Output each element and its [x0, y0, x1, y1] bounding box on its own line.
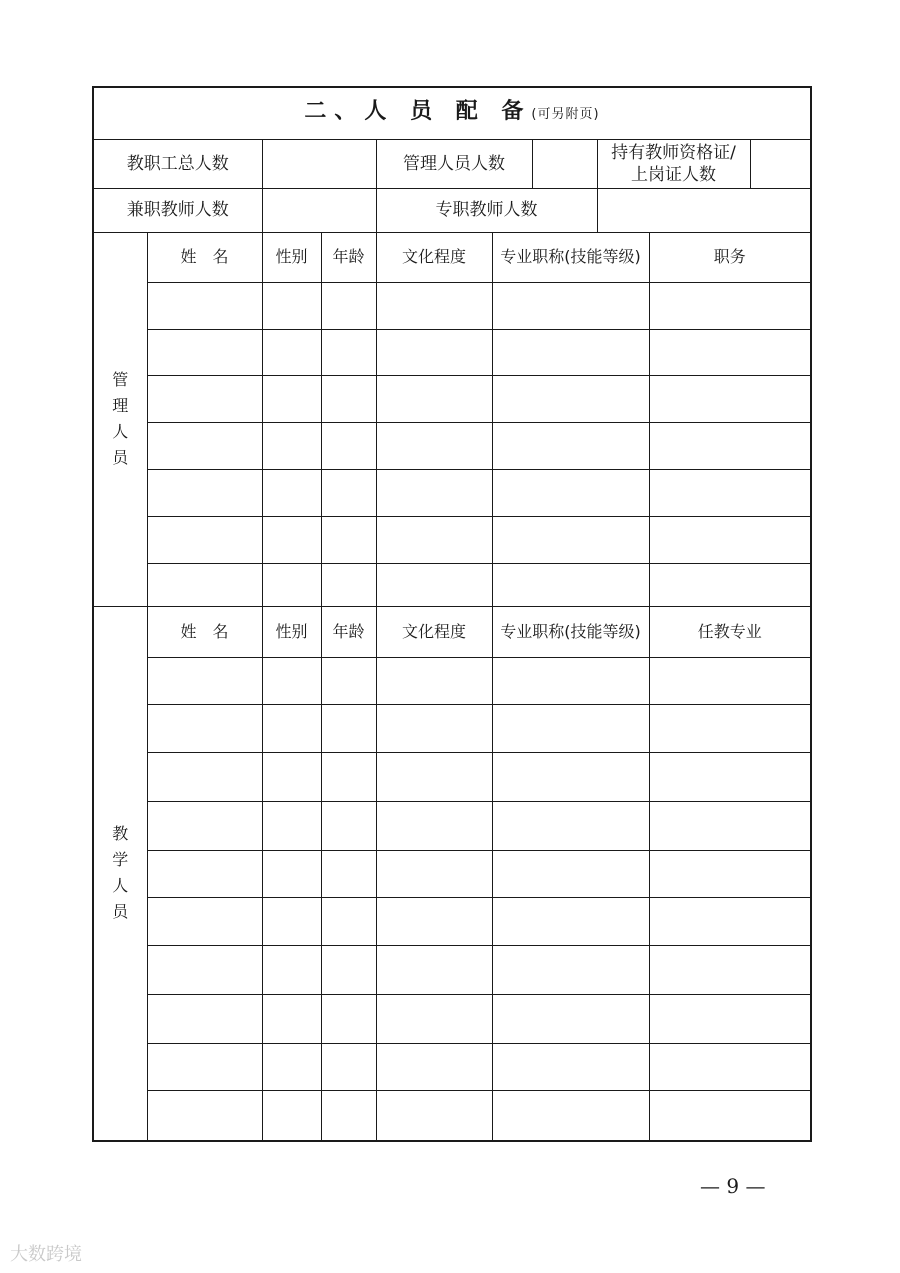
- teaching-cell-title[interactable]: [492, 994, 649, 1043]
- management-cell-title[interactable]: [492, 375, 649, 422]
- teaching-cell-gender[interactable]: [262, 752, 321, 801]
- teaching-cell-age[interactable]: [321, 752, 376, 801]
- certified-count-label: [598, 140, 751, 188]
- management-cell-education[interactable]: [376, 375, 492, 422]
- management-cell-gender[interactable]: [262, 563, 321, 606]
- management-cell-education[interactable]: [376, 329, 492, 375]
- total-staff-label: 教职工总人数: [93, 139, 262, 188]
- management-table-row: [93, 329, 811, 375]
- teaching-cell-education[interactable]: [376, 801, 492, 850]
- teaching-cell-name[interactable]: [147, 704, 262, 752]
- teaching-cell-education[interactable]: [376, 994, 492, 1043]
- management-header-age: 年龄: [321, 232, 376, 282]
- management-cell-age[interactable]: [321, 516, 376, 563]
- management-cell-name[interactable]: [147, 375, 262, 422]
- teaching-table-row: [93, 657, 811, 704]
- teaching-section-label-char: 教: [112, 824, 129, 844]
- teaching-table-row: [93, 945, 811, 994]
- teaching-header-title: 专业职称(技能等级): [492, 606, 649, 657]
- managers-count-field[interactable]: [532, 139, 597, 188]
- teaching-cell-gender[interactable]: [262, 994, 321, 1043]
- certified-label-line1: 持有教师资格证/: [611, 142, 736, 163]
- form-title: 二、人 员 配 备: [304, 98, 532, 124]
- teaching-cell-title[interactable]: [492, 1090, 649, 1141]
- management-section-label-char: 管: [112, 370, 129, 389]
- teaching-cell-name[interactable]: [147, 945, 262, 994]
- teaching-section-label-char: 员: [112, 902, 129, 922]
- teaching-cell-gender[interactable]: [262, 1090, 321, 1141]
- management-section-label: [93, 232, 147, 606]
- teaching-cell-education[interactable]: [376, 1043, 492, 1090]
- teaching-cell-title[interactable]: [492, 1043, 649, 1090]
- teaching-cell-age[interactable]: [321, 897, 376, 945]
- management-cell-last[interactable]: [649, 375, 811, 422]
- teaching-header-education: 文化程度: [376, 606, 492, 657]
- management-cell-gender[interactable]: [262, 469, 321, 516]
- total-staff-field[interactable]: [262, 139, 376, 188]
- management-cell-gender[interactable]: [262, 516, 321, 563]
- teaching-cell-age[interactable]: [321, 1043, 376, 1090]
- management-cell-name[interactable]: [147, 563, 262, 606]
- management-cell-last[interactable]: [649, 469, 811, 516]
- managers-count-label: 管理人员人数: [376, 139, 532, 188]
- teaching-cell-title[interactable]: [492, 752, 649, 801]
- management-cell-title[interactable]: [492, 329, 649, 375]
- teaching-cell-age[interactable]: [321, 850, 376, 897]
- teaching-cell-education[interactable]: [376, 657, 492, 704]
- teaching-cell-title[interactable]: [492, 801, 649, 850]
- form-title-note: (可另附页): [531, 106, 600, 122]
- teaching-cell-name[interactable]: [147, 1043, 262, 1090]
- teaching-cell-education[interactable]: [376, 704, 492, 752]
- management-table-row: [93, 516, 811, 563]
- management-cell-age[interactable]: [321, 282, 376, 329]
- teaching-cell-education[interactable]: [376, 897, 492, 945]
- management-cell-last[interactable]: [649, 282, 811, 329]
- management-cell-title[interactable]: [492, 469, 649, 516]
- teaching-cell-title[interactable]: [492, 657, 649, 704]
- teaching-section-label-char: 学: [112, 850, 129, 870]
- teaching-table-row: [93, 704, 811, 752]
- teaching-cell-name[interactable]: [147, 657, 262, 704]
- watermark-logo: 大数跨境: [10, 1244, 82, 1265]
- teaching-table-row: [93, 850, 811, 897]
- management-header-name: 姓 名: [147, 232, 262, 282]
- teaching-cell-name[interactable]: [147, 994, 262, 1043]
- teaching-cell-gender[interactable]: [262, 850, 321, 897]
- teaching-header-name: 姓 名: [147, 606, 262, 657]
- management-section-label-char: 人: [112, 422, 129, 441]
- teaching-cell-gender[interactable]: [262, 945, 321, 994]
- management-table-row: [93, 563, 811, 606]
- management-section-label-char: 员: [112, 448, 129, 467]
- teaching-cell-education[interactable]: [376, 1090, 492, 1141]
- form-title-cell: [93, 87, 811, 139]
- management-cell-age[interactable]: [321, 422, 376, 469]
- management-cell-education[interactable]: [376, 563, 492, 606]
- management-cell-last[interactable]: [649, 422, 811, 469]
- teaching-cell-education[interactable]: [376, 945, 492, 994]
- teaching-cell-last[interactable]: [649, 752, 811, 801]
- teaching-cell-age[interactable]: [321, 704, 376, 752]
- teaching-cell-gender[interactable]: [262, 801, 321, 850]
- summary-row-2: [93, 188, 811, 232]
- management-header-title: 专业职称(技能等级): [492, 232, 649, 282]
- management-cell-education[interactable]: [376, 469, 492, 516]
- management-cell-name[interactable]: [147, 282, 262, 329]
- management-cell-last[interactable]: [649, 516, 811, 563]
- teaching-header-age: 年龄: [321, 606, 376, 657]
- management-cell-age[interactable]: [321, 375, 376, 422]
- certified-split-cell: [597, 139, 811, 188]
- teaching-cell-last[interactable]: [649, 704, 811, 752]
- teaching-cell-last[interactable]: [649, 657, 811, 704]
- teaching-cell-gender[interactable]: [262, 657, 321, 704]
- management-header-last: 职务: [649, 232, 811, 282]
- management-cell-title[interactable]: [492, 516, 649, 563]
- management-cell-name[interactable]: [147, 422, 262, 469]
- teaching-table-row: [93, 1043, 811, 1090]
- management-cell-name[interactable]: [147, 469, 262, 516]
- management-cell-last[interactable]: [649, 329, 811, 375]
- management-cell-age[interactable]: [321, 469, 376, 516]
- title-row: [93, 87, 811, 139]
- management-cell-education[interactable]: [376, 282, 492, 329]
- teaching-header-row: [93, 606, 811, 657]
- teaching-header-last: 任教专业: [649, 606, 811, 657]
- management-cell-age[interactable]: [321, 563, 376, 606]
- teaching-cell-age[interactable]: [321, 994, 376, 1043]
- teaching-cell-education[interactable]: [376, 752, 492, 801]
- teaching-cell-last[interactable]: [649, 945, 811, 994]
- staffing-form-table: [92, 86, 812, 1142]
- fulltime-teachers-field[interactable]: [597, 188, 811, 232]
- teaching-cell-title[interactable]: [492, 704, 649, 752]
- fulltime-teachers-label: 专职教师人数: [376, 188, 597, 232]
- management-cell-gender[interactable]: [262, 422, 321, 469]
- parttime-teachers-field[interactable]: [262, 188, 376, 232]
- teaching-cell-title[interactable]: [492, 897, 649, 945]
- management-cell-gender[interactable]: [262, 282, 321, 329]
- teaching-table-row: [93, 752, 811, 801]
- management-cell-name[interactable]: [147, 329, 262, 375]
- management-cell-title[interactable]: [492, 563, 649, 606]
- management-cell-education[interactable]: [376, 516, 492, 563]
- teaching-cell-gender[interactable]: [262, 1043, 321, 1090]
- management-table-row: [93, 469, 811, 516]
- management-table-row: [93, 422, 811, 469]
- teaching-cell-name[interactable]: [147, 897, 262, 945]
- teaching-table-row: [93, 801, 811, 850]
- teaching-table-row: [93, 1090, 811, 1141]
- management-header-education: 文化程度: [376, 232, 492, 282]
- management-cell-name[interactable]: [147, 516, 262, 563]
- teaching-section-label: [93, 606, 147, 1141]
- certified-label-line2: 上岗证人数: [631, 164, 716, 185]
- teaching-cell-last[interactable]: [649, 1090, 811, 1141]
- management-cell-title[interactable]: [492, 282, 649, 329]
- management-table-row: [93, 375, 811, 422]
- teaching-cell-education[interactable]: [376, 850, 492, 897]
- teaching-cell-last[interactable]: [649, 897, 811, 945]
- management-header-gender: 性别: [262, 232, 321, 282]
- summary-row-1: [93, 139, 811, 188]
- management-section-label-char: 理: [112, 396, 129, 415]
- parttime-teachers-label: 兼职教师人数: [93, 188, 262, 232]
- teaching-cell-name[interactable]: [147, 801, 262, 850]
- teaching-cell-age[interactable]: [321, 1090, 376, 1141]
- teaching-table-row: [93, 897, 811, 945]
- management-header-row: [93, 232, 811, 282]
- management-cell-gender[interactable]: [262, 375, 321, 422]
- management-cell-title[interactable]: [492, 422, 649, 469]
- teaching-header-gender: 性别: [262, 606, 321, 657]
- teaching-cell-age[interactable]: [321, 945, 376, 994]
- certified-count-field[interactable]: [751, 140, 811, 188]
- teaching-table-row: [93, 994, 811, 1043]
- teaching-cell-name[interactable]: [147, 850, 262, 897]
- teaching-cell-age[interactable]: [321, 801, 376, 850]
- teaching-cell-last[interactable]: [649, 994, 811, 1043]
- teaching-cell-gender[interactable]: [262, 897, 321, 945]
- management-cell-education[interactable]: [376, 422, 492, 469]
- teaching-section-label-char: 人: [112, 876, 129, 896]
- teaching-cell-age[interactable]: [321, 657, 376, 704]
- teaching-cell-title[interactable]: [492, 945, 649, 994]
- teaching-cell-last[interactable]: [649, 801, 811, 850]
- teaching-cell-gender[interactable]: [262, 704, 321, 752]
- management-table-row: [93, 282, 811, 329]
- management-cell-last[interactable]: [649, 563, 811, 606]
- teaching-cell-name[interactable]: [147, 1090, 262, 1141]
- teaching-cell-last[interactable]: [649, 850, 811, 897]
- page-number: — 9 —: [700, 1174, 766, 1198]
- teaching-cell-name[interactable]: [147, 752, 262, 801]
- teaching-cell-title[interactable]: [492, 850, 649, 897]
- management-cell-age[interactable]: [321, 329, 376, 375]
- teaching-cell-last[interactable]: [649, 1043, 811, 1090]
- management-cell-gender[interactable]: [262, 329, 321, 375]
